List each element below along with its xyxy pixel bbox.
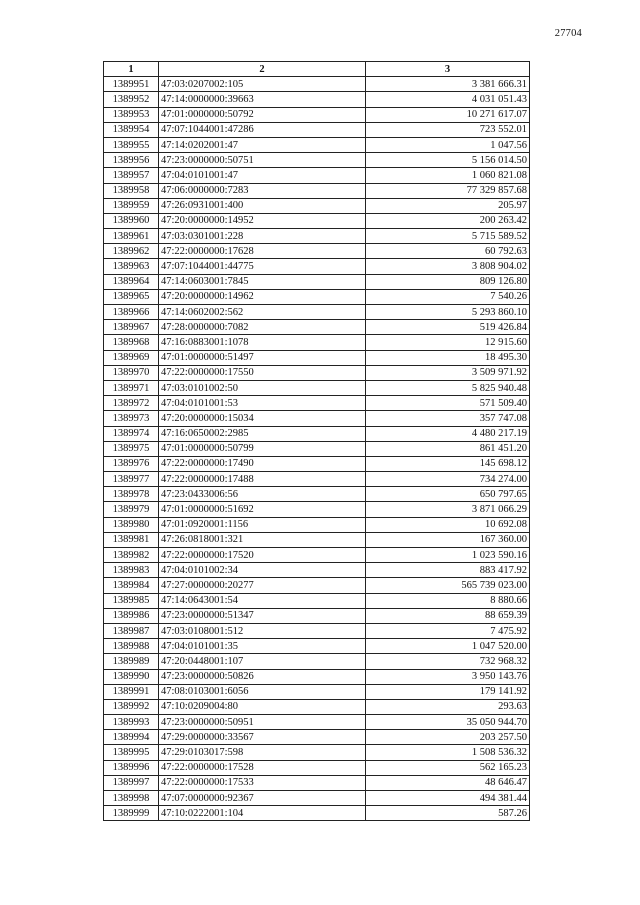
value-cell: 883 417.92 bbox=[366, 563, 530, 578]
table-row bbox=[104, 502, 530, 517]
table-row bbox=[104, 654, 530, 669]
table-row bbox=[104, 274, 530, 289]
value-cell: 203 257.50 bbox=[366, 730, 530, 745]
value-cell: 18 495.30 bbox=[366, 350, 530, 365]
cadastral-number-cell: 47:01:0000000:51497 bbox=[159, 350, 366, 365]
value-cell: 1 047 520.00 bbox=[366, 639, 530, 654]
row-number-cell: 1389994 bbox=[104, 730, 159, 745]
value-cell: 809 126.80 bbox=[366, 274, 530, 289]
row-number-cell: 1389953 bbox=[104, 107, 159, 122]
cadastral-number-cell: 47:20:0000000:15034 bbox=[159, 411, 366, 426]
row-number-cell: 1389958 bbox=[104, 183, 159, 198]
table-row bbox=[104, 791, 530, 806]
row-number-cell: 1389995 bbox=[104, 745, 159, 760]
table-row bbox=[104, 320, 530, 335]
value-cell: 8 880.66 bbox=[366, 593, 530, 608]
row-number-cell: 1389957 bbox=[104, 168, 159, 183]
row-number-cell: 1389955 bbox=[104, 137, 159, 152]
cadastral-number-cell: 47:07:1044001:44775 bbox=[159, 259, 366, 274]
value-cell: 3 509 971.92 bbox=[366, 365, 530, 380]
value-cell: 7 540.26 bbox=[366, 289, 530, 304]
cadastral-number-cell: 47:22:0000000:17628 bbox=[159, 244, 366, 259]
row-number-cell: 1389963 bbox=[104, 259, 159, 274]
table-row bbox=[104, 380, 530, 395]
cadastral-number-cell: 47:23:0000000:51347 bbox=[159, 608, 366, 623]
cadastral-number-cell: 47:22:0000000:17520 bbox=[159, 548, 366, 563]
value-cell: 3 808 904.02 bbox=[366, 259, 530, 274]
value-cell: 3 950 143.76 bbox=[366, 669, 530, 684]
table-row bbox=[104, 92, 530, 107]
value-cell: 179 141.92 bbox=[366, 684, 530, 699]
cadastral-number-cell: 47:03:0108001:512 bbox=[159, 623, 366, 638]
row-number-cell: 1389970 bbox=[104, 365, 159, 380]
value-cell: 145 698.12 bbox=[366, 456, 530, 471]
value-cell: 5 156 014.50 bbox=[366, 153, 530, 168]
cadastral-number-cell: 47:14:0000000:39663 bbox=[159, 92, 366, 107]
row-number-cell: 1389964 bbox=[104, 274, 159, 289]
table-row bbox=[104, 153, 530, 168]
row-number-cell: 1389984 bbox=[104, 578, 159, 593]
cadastral-number-cell: 47:14:0603001:7845 bbox=[159, 274, 366, 289]
cadastral-number-cell: 47:29:0103017:598 bbox=[159, 745, 366, 760]
value-cell: 10 271 617.07 bbox=[366, 107, 530, 122]
cadastral-number-cell: 47:08:0103001:6056 bbox=[159, 684, 366, 699]
value-cell: 734 274.00 bbox=[366, 472, 530, 487]
cadastral-number-cell: 47:20:0000000:14962 bbox=[159, 289, 366, 304]
table-row bbox=[104, 350, 530, 365]
cadastral-number-cell: 47:23:0000000:50751 bbox=[159, 153, 366, 168]
value-cell: 1 023 590.16 bbox=[366, 548, 530, 563]
row-number-cell: 1389962 bbox=[104, 244, 159, 259]
row-number-cell: 1389966 bbox=[104, 305, 159, 320]
value-cell: 293.63 bbox=[366, 699, 530, 714]
value-cell: 12 915.60 bbox=[366, 335, 530, 350]
value-cell: 861 451.20 bbox=[366, 441, 530, 456]
table-row bbox=[104, 122, 530, 137]
table-row bbox=[104, 472, 530, 487]
value-cell: 494 381.44 bbox=[366, 791, 530, 806]
cadastral-number-cell: 47:14:0602002:562 bbox=[159, 305, 366, 320]
row-number-cell: 1389976 bbox=[104, 456, 159, 471]
row-number-cell: 1389988 bbox=[104, 639, 159, 654]
value-cell: 3 381 666.31 bbox=[366, 77, 530, 92]
row-number-cell: 1389980 bbox=[104, 517, 159, 532]
value-cell: 205.97 bbox=[366, 198, 530, 213]
table-row bbox=[104, 213, 530, 228]
cadastral-number-cell: 47:20:0000000:14952 bbox=[159, 213, 366, 228]
cadastral-number-cell: 47:16:0883001:1078 bbox=[159, 335, 366, 350]
value-cell: 732 968.32 bbox=[366, 654, 530, 669]
table-row bbox=[104, 578, 530, 593]
value-cell: 519 426.84 bbox=[366, 320, 530, 335]
cadastral-number-cell: 47:23:0000000:50826 bbox=[159, 669, 366, 684]
cadastral-number-cell: 47:23:0433006:56 bbox=[159, 487, 366, 502]
value-cell: 35 050 944.70 bbox=[366, 715, 530, 730]
table-row bbox=[104, 259, 530, 274]
table-row bbox=[104, 183, 530, 198]
cadastral-number-cell: 47:10:0209004:80 bbox=[159, 699, 366, 714]
column-header-1: 1 bbox=[104, 62, 159, 77]
cadastral-number-cell: 47:14:0643001:54 bbox=[159, 593, 366, 608]
value-cell: 5 293 860.10 bbox=[366, 305, 530, 320]
value-cell: 167 360.00 bbox=[366, 532, 530, 547]
cadastral-number-cell: 47:26:0931001:400 bbox=[159, 198, 366, 213]
value-cell: 1 508 536.32 bbox=[366, 745, 530, 760]
value-cell: 3 871 066.29 bbox=[366, 502, 530, 517]
cadastral-number-cell: 47:01:0000000:50792 bbox=[159, 107, 366, 122]
cadastral-number-cell: 47:07:1044001:47286 bbox=[159, 122, 366, 137]
table-row bbox=[104, 730, 530, 745]
table-row bbox=[104, 77, 530, 92]
table-row bbox=[104, 608, 530, 623]
row-number-cell: 1389952 bbox=[104, 92, 159, 107]
table-row bbox=[104, 411, 530, 426]
table-row bbox=[104, 289, 530, 304]
table-row bbox=[104, 305, 530, 320]
row-number-cell: 1389959 bbox=[104, 198, 159, 213]
value-cell: 77 329 857.68 bbox=[366, 183, 530, 198]
cadastral-number-cell: 47:26:0818001:321 bbox=[159, 532, 366, 547]
cadastral-number-cell: 47:22:0000000:17550 bbox=[159, 365, 366, 380]
cadastral-number-cell: 47:22:0000000:17533 bbox=[159, 775, 366, 790]
table-row bbox=[104, 806, 530, 821]
table-row bbox=[104, 365, 530, 380]
row-number-cell: 1389985 bbox=[104, 593, 159, 608]
table-row bbox=[104, 456, 530, 471]
row-number-cell: 1389975 bbox=[104, 441, 159, 456]
table-row bbox=[104, 715, 530, 730]
row-number-cell: 1389969 bbox=[104, 350, 159, 365]
value-cell: 4 480 217.19 bbox=[366, 426, 530, 441]
table-row bbox=[104, 532, 530, 547]
row-number-cell: 1389990 bbox=[104, 669, 159, 684]
row-number-cell: 1389977 bbox=[104, 472, 159, 487]
row-number-cell: 1389951 bbox=[104, 77, 159, 92]
row-number-cell: 1389986 bbox=[104, 608, 159, 623]
cadastral-number-cell: 47:01:0000000:51692 bbox=[159, 502, 366, 517]
cadastral-number-cell: 47:22:0000000:17488 bbox=[159, 472, 366, 487]
row-number-cell: 1389997 bbox=[104, 775, 159, 790]
cadastral-number-cell: 47:04:0101001:35 bbox=[159, 639, 366, 654]
table-row bbox=[104, 137, 530, 152]
table-row bbox=[104, 107, 530, 122]
cadastral-number-cell: 47:07:0000000:92367 bbox=[159, 791, 366, 806]
register-table bbox=[103, 61, 530, 821]
row-number-cell: 1389973 bbox=[104, 411, 159, 426]
table-header-row bbox=[104, 62, 530, 77]
cadastral-number-cell: 47:06:0000000:7283 bbox=[159, 183, 366, 198]
table-row bbox=[104, 517, 530, 532]
value-cell: 562 165.23 bbox=[366, 760, 530, 775]
value-cell: 5 715 589.52 bbox=[366, 229, 530, 244]
table-row bbox=[104, 563, 530, 578]
value-cell: 60 792.63 bbox=[366, 244, 530, 259]
table-row bbox=[104, 593, 530, 608]
table-row bbox=[104, 684, 530, 699]
table-row bbox=[104, 760, 530, 775]
row-number-cell: 1389954 bbox=[104, 122, 159, 137]
value-cell: 4 031 051.43 bbox=[366, 92, 530, 107]
cadastral-number-cell: 47:03:0101002:50 bbox=[159, 380, 366, 395]
value-cell: 357 747.08 bbox=[366, 411, 530, 426]
table-body bbox=[104, 77, 530, 821]
row-number-cell: 1389974 bbox=[104, 426, 159, 441]
row-number-cell: 1389987 bbox=[104, 623, 159, 638]
value-cell: 5 825 940.48 bbox=[366, 380, 530, 395]
cadastral-number-cell: 47:14:0202001:47 bbox=[159, 137, 366, 152]
cadastral-number-cell: 47:22:0000000:17490 bbox=[159, 456, 366, 471]
value-cell: 7 475.92 bbox=[366, 623, 530, 638]
table-row bbox=[104, 775, 530, 790]
row-number-cell: 1389989 bbox=[104, 654, 159, 669]
row-number-cell: 1389999 bbox=[104, 806, 159, 821]
value-cell: 1 047.56 bbox=[366, 137, 530, 152]
cadastral-number-cell: 47:01:0920001:1156 bbox=[159, 517, 366, 532]
row-number-cell: 1389965 bbox=[104, 289, 159, 304]
row-number-cell: 1389956 bbox=[104, 153, 159, 168]
table-row bbox=[104, 244, 530, 259]
cadastral-number-cell: 47:20:0448001:107 bbox=[159, 654, 366, 669]
value-cell: 587.26 bbox=[366, 806, 530, 821]
row-number-cell: 1389992 bbox=[104, 699, 159, 714]
row-number-cell: 1389981 bbox=[104, 532, 159, 547]
page-number: 27704 bbox=[554, 28, 582, 39]
cadastral-number-cell: 47:27:0000000:20277 bbox=[159, 578, 366, 593]
table-row bbox=[104, 198, 530, 213]
row-number-cell: 1389960 bbox=[104, 213, 159, 228]
row-number-cell: 1389991 bbox=[104, 684, 159, 699]
value-cell: 565 739 023.00 bbox=[366, 578, 530, 593]
table-row bbox=[104, 168, 530, 183]
table-row bbox=[104, 441, 530, 456]
value-cell: 723 552.01 bbox=[366, 122, 530, 137]
row-number-cell: 1389996 bbox=[104, 760, 159, 775]
cadastral-number-cell: 47:23:0000000:50951 bbox=[159, 715, 366, 730]
row-number-cell: 1389971 bbox=[104, 380, 159, 395]
row-number-cell: 1389983 bbox=[104, 563, 159, 578]
row-number-cell: 1389978 bbox=[104, 487, 159, 502]
table-row bbox=[104, 335, 530, 350]
row-number-cell: 1389998 bbox=[104, 791, 159, 806]
cadastral-number-cell: 47:28:0000000:7082 bbox=[159, 320, 366, 335]
table-row bbox=[104, 745, 530, 760]
row-number-cell: 1389961 bbox=[104, 229, 159, 244]
cadastral-number-cell: 47:03:0301001:228 bbox=[159, 229, 366, 244]
value-cell: 1 060 821.08 bbox=[366, 168, 530, 183]
column-header-3: 3 bbox=[366, 62, 530, 77]
value-cell: 88 659.39 bbox=[366, 608, 530, 623]
cadastral-number-cell: 47:04:0101001:53 bbox=[159, 396, 366, 411]
cadastral-number-cell: 47:16:0650002:2985 bbox=[159, 426, 366, 441]
row-number-cell: 1389968 bbox=[104, 335, 159, 350]
table-row bbox=[104, 548, 530, 563]
row-number-cell: 1389993 bbox=[104, 715, 159, 730]
table-row bbox=[104, 639, 530, 654]
table-row bbox=[104, 623, 530, 638]
cadastral-number-cell: 47:10:0222001:104 bbox=[159, 806, 366, 821]
table-row bbox=[104, 396, 530, 411]
value-cell: 571 509.40 bbox=[366, 396, 530, 411]
table-row bbox=[104, 699, 530, 714]
value-cell: 200 263.42 bbox=[366, 213, 530, 228]
column-header-2: 2 bbox=[159, 62, 366, 77]
cadastral-number-cell: 47:01:0000000:50799 bbox=[159, 441, 366, 456]
value-cell: 10 692.08 bbox=[366, 517, 530, 532]
value-cell: 650 797.65 bbox=[366, 487, 530, 502]
value-cell: 48 646.47 bbox=[366, 775, 530, 790]
row-number-cell: 1389972 bbox=[104, 396, 159, 411]
cadastral-number-cell: 47:03:0207002:105 bbox=[159, 77, 366, 92]
cadastral-number-cell: 47:22:0000000:17528 bbox=[159, 760, 366, 775]
table-row bbox=[104, 229, 530, 244]
cadastral-number-cell: 47:04:0101001:47 bbox=[159, 168, 366, 183]
table-row bbox=[104, 426, 530, 441]
row-number-cell: 1389979 bbox=[104, 502, 159, 517]
cadastral-number-cell: 47:29:0000000:33567 bbox=[159, 730, 366, 745]
row-number-cell: 1389982 bbox=[104, 548, 159, 563]
row-number-cell: 1389967 bbox=[104, 320, 159, 335]
cadastral-number-cell: 47:04:0101002:34 bbox=[159, 563, 366, 578]
table-row bbox=[104, 669, 530, 684]
table-row bbox=[104, 487, 530, 502]
